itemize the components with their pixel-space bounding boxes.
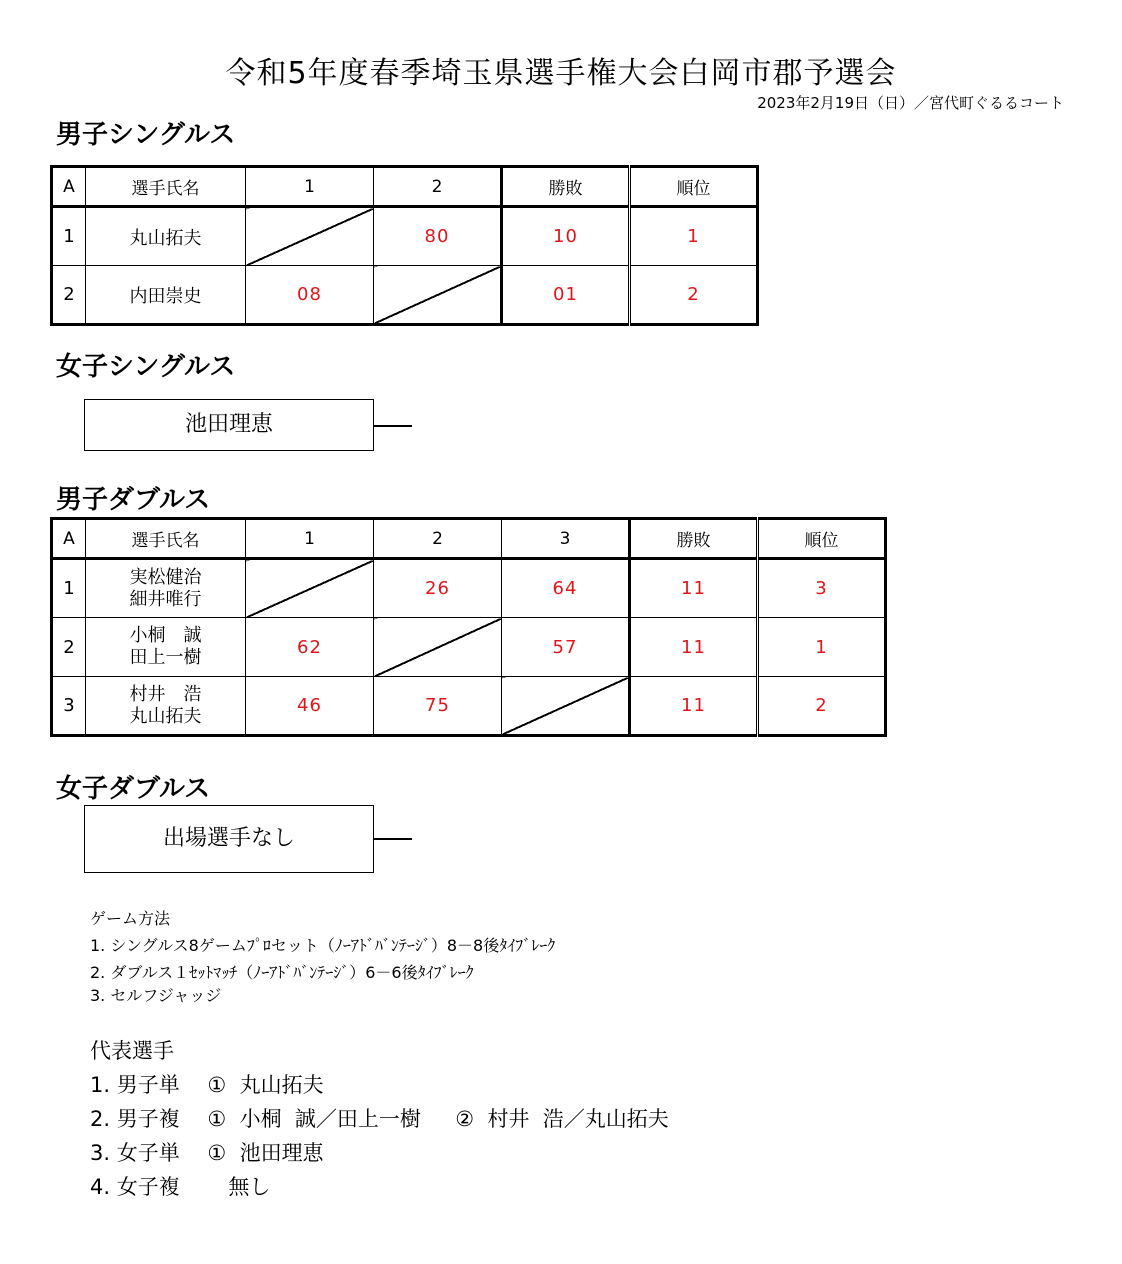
womens-singles-entry-box: 池田理恵 (84, 399, 374, 451)
mens-doubles-table (50, 517, 887, 737)
diagonal-cell (374, 266, 502, 325)
rank-cell: 3 (758, 559, 886, 618)
game-method-notes (90, 905, 555, 1006)
header-cell: 勝敗 (630, 519, 758, 559)
score-cell: 46 (246, 677, 374, 736)
score-cell: 80 (374, 207, 502, 266)
bracket-line (374, 838, 412, 840)
header-cell: 1 (246, 167, 374, 207)
table-header-row (52, 519, 886, 559)
header-cell: 順位 (758, 519, 886, 559)
player-name: 細井唯行 (129, 588, 202, 610)
table-row (52, 207, 758, 266)
score-cell: 57 (502, 618, 630, 677)
header-cell: 選手氏名 (86, 519, 246, 559)
player-name: 実松健治 (129, 566, 202, 588)
representatives-list (90, 1034, 669, 1204)
rank-cell: 2 (758, 677, 886, 736)
header-cell: 順位 (630, 167, 758, 207)
score-cell: 26 (374, 559, 502, 618)
record-cell: 10 (502, 207, 630, 266)
representative-item: 3. 女子単 ① 池田理恵 (90, 1141, 324, 1165)
row-number: 1 (52, 207, 86, 266)
pair-names (86, 559, 246, 618)
header-cell: 勝敗 (502, 167, 630, 207)
representatives-heading: 代表選手 (90, 1039, 174, 1063)
header-cell: 1 (246, 519, 374, 559)
rank-cell: 1 (630, 207, 758, 266)
table-row (52, 559, 886, 618)
score-cell: 08 (246, 266, 374, 325)
game-method-heading: ゲーム方法 (90, 909, 171, 928)
womens-doubles-entry-box: 出場選手なし (84, 805, 374, 873)
header-cell: A (52, 519, 86, 559)
table-header-row (52, 167, 758, 207)
rank-cell: 1 (758, 618, 886, 677)
representative-item: 4. 女子複 無し (90, 1175, 271, 1199)
table-row (52, 677, 886, 736)
event-date-venue: 2023年2月19日（日）／宮代町ぐるるコート (757, 94, 1064, 112)
rank-cell: 2 (630, 266, 758, 325)
player-name: 内田崇史 (86, 266, 246, 325)
diagonal-cell (246, 559, 374, 618)
diagonal-cell (502, 677, 630, 736)
representative-item: 2. 男子複 ① 小桐 誠／田上一樹 ② 村井 浩／丸山拓夫 (90, 1107, 669, 1131)
game-method-item: 1. シングルス8ゲームﾌﾟﾛセット（ﾉｰｱﾄﾞﾊﾞﾝﾃｰｼﾞ）8－8後ﾀｲﾌﾞﾚｰｸ (90, 936, 556, 955)
score-cell: 62 (246, 618, 374, 677)
pair-names (86, 618, 246, 677)
page-title: 令和5年度春季埼玉県選手権大会白岡市郡予選会 (225, 56, 897, 91)
header-cell: 2 (374, 519, 502, 559)
womens-doubles-heading: 女子ダブルス (56, 774, 211, 804)
record-cell: 11 (630, 618, 758, 677)
mens-doubles-heading: 男子ダブルス (56, 485, 211, 515)
player-name: 村井 浩 (129, 683, 202, 705)
bracket-line (374, 425, 412, 427)
record-cell: 11 (630, 677, 758, 736)
table-row (52, 266, 758, 325)
diagonal-cell (374, 618, 502, 677)
player-name: 丸山拓夫 (86, 207, 246, 266)
header-cell: 選手氏名 (86, 167, 246, 207)
womens-singles-heading: 女子シングルス (56, 352, 236, 382)
table-row (52, 618, 886, 677)
record-cell: 01 (502, 266, 630, 325)
header-cell: A (52, 167, 86, 207)
representative-item: 1. 男子単 ① 丸山拓夫 (90, 1073, 324, 1097)
player-name: 小桐 誠 (129, 625, 202, 646)
record-cell: 11 (630, 559, 758, 618)
header-cell: 2 (374, 167, 502, 207)
player-name: 田上一樹 (129, 647, 202, 668)
score-cell: 64 (502, 559, 630, 618)
mens-singles-heading: 男子シングルス (56, 120, 236, 150)
pair-names (86, 677, 246, 736)
row-number: 2 (52, 618, 86, 677)
score-cell: 75 (374, 677, 502, 736)
mens-singles-table (50, 165, 759, 326)
diagonal-cell (246, 207, 374, 266)
row-number: 3 (52, 677, 86, 736)
player-name: 丸山拓夫 (129, 705, 202, 727)
header-cell: 3 (502, 519, 630, 559)
row-number: 2 (52, 266, 86, 325)
row-number: 1 (52, 559, 86, 618)
game-method-item: 3. セルフジャッジ (90, 986, 222, 1005)
game-method-item: 2. ダブルス１ｾｯﾄﾏｯﾁ（ﾉｰｱﾄﾞﾊﾞﾝﾃｰｼﾞ）6－6後ﾀｲﾌﾞﾚｰｸ (90, 963, 474, 982)
